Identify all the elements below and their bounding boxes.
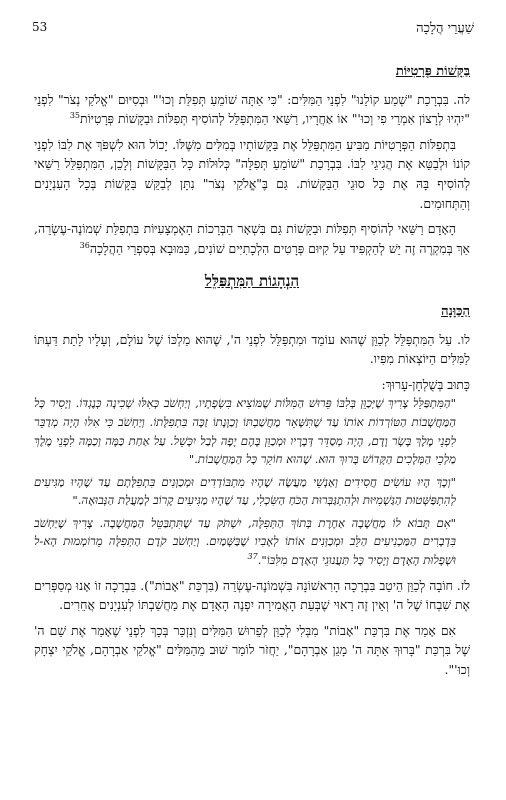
quote-shulchan-aruch-3 — [34, 514, 470, 570]
page-body — [34, 62, 470, 680]
paragraph-37: לז. חוֹבָה לְכַוֵּן הֵיטֵב בִּבְרָכָה הָרִאשׁוֹנָה בִּשְׁמוֹנֶה-עֶשְׂרֵה (בִּרְכַּת "אָבוֹת"). בִּבְרָכָה זוֹ אָנוּ מְסַפְּרִים אֶת שִׁבְחוֹ שֶׁל ה' וְאֵין זֶה רָאוּי שֶׁבְּעֵת הָאֲמִירָה יִפְנֶה הָאָדָם אֶת מַחֲשַׁבְתּוֹ לְעִנְיָנִים אֲחֵרִים. — [34, 577, 470, 613]
footnote-ref-36: 36 — [79, 240, 90, 250]
section-heading-intention: הַכַּוָּנָה — [441, 303, 470, 319]
quote-intro: כָּתוּב בְּשֻׁלְחָן-עָרוּךְ: — [381, 376, 470, 392]
running-header — [32, 20, 474, 40]
paragraph-35 — [34, 90, 470, 129]
quote-3-text: "אִם תָּבוֹא לוֹ מַחֲשָׁבָה אַחֶרֶת בְּתוֹךְ הַתְּפִלָּה, יִשְׁתֹּק עַד שֶׁתִּתְבַּטֵּל הַמַּחֲשָׁבָה. צָרִיךְ שֶׁיַּחְשֹׁב בִּדְבָרִים הַמַּכְנִיעִים הַלֵּב וּמְכַוְּנִים אוֹתוֹ לְאָבִיו שֶׁבַּשָּׁמַיִם. וְיַחְשֹׁב קֹדֶם הַתְּפִלָּה מֵרוֹמְמוּת הָא-ל וּשְׁפָלוּת הָאָדָם וְיָסִיר כָּל תַּעֲנוּגֵי הָאָדָם מִלִּבּוֹ". — [34, 515, 456, 568]
paragraph-middle-blessings-text: הָאָדָם רַשַּׁאי לְהוֹסִיף תְּפִלּוֹת וּבַקָּשׁוֹת גַּם בִּשְׁאָר הַבְּרָכוֹת הָאֶמְצָעִיּוֹת בִּתְפִלַּת שְׁמוֹנֶה-עֶשְׂרֵה, אַךְ בְּמִקְרֶה זֶה יֵשׁ לְהַקְפִּיד עַל קִיּוּם פְּרָטִים הִלְכָתִיִּים שׁוֹנִים, כַּמּוּבָא בְּסִפְרֵי הַהֲלָכָה — [34, 221, 470, 256]
footnote-ref-37: 37 — [247, 552, 258, 562]
paragraph-middle-blessings — [34, 219, 470, 258]
paragraph-36: לו. עַל הַמִּתְפַּלֵּל לְכַוֵּן שֶׁהוּא עוֹמֵד וּמִתְפַּלֵּל לִפְנֵי ה', שֶׁהוּא מַלְכּוֹ שֶׁל עוֹלָם, וְעָלָיו לָתֵת דַּעְתּוֹ לַמִּלִּים הַיּוֹצְאוֹת מִפִּיו. — [34, 331, 470, 367]
quote-shulchan-aruch-2: "וְכָךְ הָיוּ עוֹשִׂים חֲסִידִים וְאַנְשֵׁי מַעֲשֶׂה שֶׁהָיוּ מִתְבּוֹדְדִים וּמְכַוְּנִים בִּתְפִלָּתָם עַד שֶׁהָיוּ מַגִּיעִים לְהִתְפַּשְּׁטוּת הַגַּשְׁמִיּוּת וּלְהִתְגַּבְּרוּת הַכֹּחַ הַשִּׂכְלִי, עַד שֶׁהָיוּ מַגִּיעִים קָרוֹב לְמַעֲלַת הַנְּבוּאָה." — [34, 474, 456, 508]
running-title: שַׁעֲרֵי הֲלָכָה — [416, 21, 474, 36]
chapter-heading-conduct: הַנְהָגוֹת הַמִּתְפַּלֵּל — [204, 272, 300, 291]
footnote-ref-35: 35 — [69, 111, 81, 121]
paragraph-avot-repeat: אִם אָמַר אֶת בִּרְכַּת "אָבוֹת" מִבְּלִי לְכַוֵּן לְפֵרוּשׁ הַמִּלִּים וְנִזְכַּר בְּכָךְ לִפְנֵי שֶׁאָמַר אֶת שֵׁם ה' שֶׁל בִּרְכַּת "בָּרוּךְ אַתָּה ה' מָגֵן אַבְרָהָם", יַחֲזֹר לוֹמַר שׁוּב מֵהַמִּלִּים "אֱלֹקֵי אַבְרָהָם, אֱלֹקֵי יִצְחָק וְכוּ'". — [34, 622, 470, 678]
page-number: 53 — [32, 20, 48, 34]
paragraph-private-prayers: בִּתְפִלּוֹת הַפְּרָטִיּוֹת מַבִּיעַ הַמִּתְפַּלֵּל אֶת בַּקָּשׁוֹתָיו בְּמִלִּים מִשֶּׁלּוֹ. יָכוֹל הוּא לִשְׁפֹּךְ אֶת לִבּוֹ לִפְנֵי קוֹנוֹ וּלְבַטֵּא אֶת הֲגִיגֵי לִבּוֹ. בִּבְרָכַת "שׁוֹמֵעַ תְּפִלָּה" כְּלוּלוֹת כָּל הַבַּקָּשׁוֹת וְלָכֵן, הַמִּתְפַּלֵּל רַשַּׁאי לְהוֹסִיף בָּהּ אֶת כָּל סוּגֵי הַבַּקָּשׁוֹת. גַּם בֶּ"אֱלֹקַי נְצֹר" נִתָּן לְבַקֵּשׁ בַּקָּשׁוֹת בְּכָל הָעִנְיָנִים וְהַתְּחוּמִים. — [34, 136, 470, 211]
section-heading-private-requests: בַּקָּשׁוֹת פְּרָטִיּוֹת — [395, 64, 470, 79]
quote-shulchan-aruch-1: "הַמִּתְפַּלֵּל צָרִיךְ שֶׁיְּכַוֵּן בְּלִבּוֹ פֵּרוּשׁ הַמִּלּוֹת שֶׁמּוֹצִיא בִּשְׂפָתָיו, וְיַחְשֹׁב כְּאִלּוּ שְׁכִינָה כְּנֶגְדּוֹ. וְיָסִיר כָּל הַמַּחֲשָׁבוֹת הַטּוֹרְדוֹת אוֹתוֹ עַד שֶׁתִּשָּׁאֵר מַחֲשַׁבְתּוֹ וְכַוָּנָתוֹ זַכָּה בִּתְפִלָּתוֹ. וְיַחְשֹׁב כִּי אִלּוּ הָיָה מְדַבֵּר לִפְנֵי מֶלֶךְ בָּשָׂר וָדָם, הָיָה מְסַדֵּר דְּבָרָיו וּמְכַוֵּן בָּהֶם יָפֶה לְבַל יִכָּשֵׁל. עַל אַחַת כַּמָּה וְכַמָּה לִפְנֵי מֶלֶךְ מַלְכֵי הַמְּלָכִים הַקָּדוֹשׁ בָּרוּךְ הוּא. שֶׁהוּא חוֹקֵר כָּל הַמַּחֲשָׁבוֹת." — [34, 396, 456, 467]
paragraph-35-text: לה. בִּבְרָכַת "שְׁמַע קוֹלֵנוּ" לִפְנֵי הַמִּלִּים: "כִּי אַתָּה שׁוֹמֵעַ תְּפִלַּת וְכוּ'" וּבְסִיּוּם "אֱלֹקַי נְצֹר" לִפְנֵי "יִהְיוּ לְרָצוֹן אִמְרֵי פִי וְכוּ'" אוֹ אַחֲרָיו, רַשַּׁאי הַמִּתְפַּלֵּל לְהוֹסִיף תְּפִלּוֹת וּבַקָּשׁוֹת פְּרָטִיּוֹת — [34, 91, 470, 127]
